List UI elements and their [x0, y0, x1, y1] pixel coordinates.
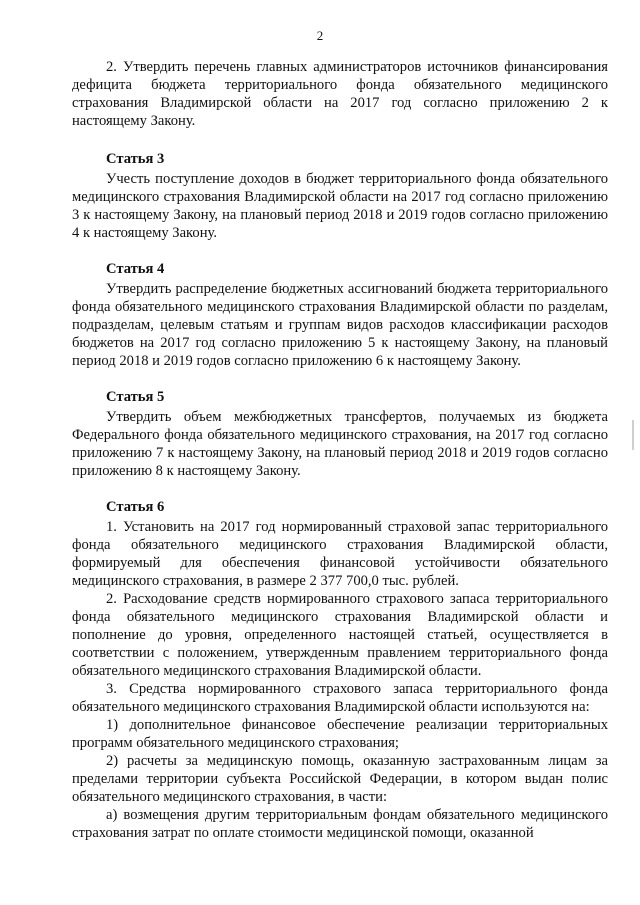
page-number: 2	[316, 28, 324, 43]
scan-edge-mark	[632, 420, 634, 450]
article-6-item-2: 2. Расходование средств нормированного страхового запаса территориального фонда обязательного медицинского страхования Владимирской области и пополнение до уровня, определенного настоящей статьей, осуществляется в соответствии с положением, утвержденным правлением территориального фонда обязательного медицинского страхования Владимирской области.	[72, 591, 608, 679]
article-6-heading: Статья 6	[106, 499, 165, 515]
article-6-item-3: 3. Средства нормированного страхового запаса территориального фонда обязательного медицинского страхования Владимирской области используются на:	[72, 681, 608, 715]
article-4-paragraph: Утвердить распределение бюджетных ассигнований бюджета территориального фонда обязательного медицинского страхования Владимирской области по разделам, подразделам, целевым статьям и группам видов расходов классификации расходов бюджетов на 2017 год согласно приложению 5 к настоящему Закону, на плановый период 2018 и 2019 годов согласно приложению 6 к настоящему Закону.	[72, 281, 608, 369]
article-3-heading: Статья 3	[106, 151, 165, 167]
article-6-subitem-1: 1) дополнительное финансовое обеспечение реализации территориальных программ обязательного медицинского страхования;	[72, 717, 608, 751]
article-6-subitem-2: 2) расчеты за медицинскую помощь, оказанную застрахованным лицам за пределами территории субъекта Российской Федерации, в котором выдан полис обязательного медицинского страхования, в части:	[72, 753, 608, 805]
article-4-heading: Статья 4	[106, 261, 165, 277]
paragraph-item-2: 2. Утвердить перечень главных администраторов источников финансирования дефицита бюджета территориального фонда обязательного медицинского страхования Владимирской области на 2017 год согласно приложению 2 к настоящему Закону.	[72, 59, 608, 129]
article-3-paragraph: Учесть поступление доходов в бюджет территориального фонда обязательного медицинского страхования Владимирской области на 2017 год согласно приложению 3 к настоящему Закону, на плановый период 2018 и 2019 годов согласно приложению 4 к настоящему Закону.	[72, 171, 608, 241]
article-6-item-1: 1. Установить на 2017 год нормированный страховой запас территориального фонда обязательного медицинского страхования Владимирской области, формируемый для обеспечения финансовой устойчивости обязательного медицинского страхования, в размере 2 377 700,0 тыс. рублей.	[72, 519, 608, 589]
document-body	[72, 58, 608, 842]
article-6-subitem-2a: а) возмещения другим территориальным фондам обязательного медицинского страхования затрат по оплате стоимости медицинской помощи, оказанной	[72, 807, 608, 841]
article-5-heading: Статья 5	[106, 389, 165, 405]
article-5-paragraph: Утвердить объем межбюджетных трансфертов, получаемых из бюджета Федерального фонда обязательного медицинского страхования, на 2017 год согласно приложению 7 к настоящему Закону, на плановый период 2018 и 2019 годов согласно приложению 8 к настоящему Закону.	[72, 409, 608, 479]
